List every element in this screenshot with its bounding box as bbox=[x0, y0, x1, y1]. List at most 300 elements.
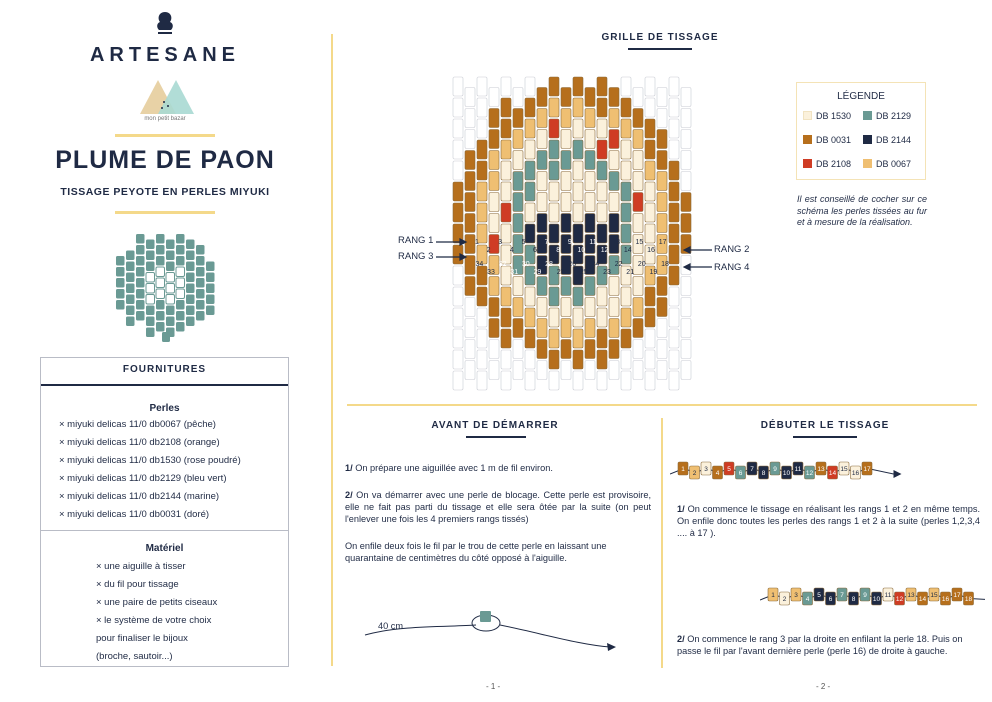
grid-bead bbox=[681, 130, 691, 149]
step-number: 1/ bbox=[345, 463, 353, 473]
grid-bead bbox=[489, 214, 499, 233]
grid-bead bbox=[645, 98, 655, 117]
grid-bead-number: 11 bbox=[589, 239, 597, 246]
step-number: 2/ bbox=[677, 634, 685, 644]
grid-bead bbox=[621, 98, 631, 117]
strand-bead-number: 2 bbox=[782, 596, 787, 603]
grid-bead bbox=[573, 140, 583, 159]
grid-bead bbox=[609, 130, 619, 149]
preview-bead bbox=[156, 278, 165, 288]
preview-bead bbox=[146, 306, 155, 316]
grid-bead bbox=[453, 308, 463, 327]
arrow-icon bbox=[894, 470, 902, 478]
grid-bead bbox=[657, 88, 667, 107]
preview-bead bbox=[126, 317, 135, 327]
grid-bead bbox=[645, 77, 655, 96]
grid-bead bbox=[465, 277, 475, 296]
preview-bead bbox=[136, 278, 145, 288]
grid-bead bbox=[537, 298, 547, 317]
legend-label: DB 2144 bbox=[876, 135, 912, 145]
strand-bead-number: 10 bbox=[782, 470, 791, 477]
rang-4-label: RANG 4 bbox=[714, 262, 750, 273]
grid-bead bbox=[489, 88, 499, 107]
grid-bead bbox=[573, 182, 583, 201]
column-divider bbox=[661, 418, 663, 668]
grid-bead bbox=[669, 98, 679, 117]
perle-item: × miyuki delicas 11/0 db1530 (rose poudré) bbox=[59, 455, 241, 466]
preview-bead bbox=[126, 295, 135, 305]
strand-bead-number: 16 bbox=[941, 596, 950, 603]
grid-bead bbox=[621, 329, 631, 348]
grid-title: GRILLE DE TISSAGE bbox=[601, 32, 719, 43]
preview-bead bbox=[176, 300, 185, 310]
preview-bead bbox=[166, 295, 175, 305]
page-title: PLUME DE PAON bbox=[55, 146, 275, 174]
grid-bead bbox=[549, 98, 559, 117]
strand-bead-number: 4 bbox=[805, 596, 810, 603]
preview-bead bbox=[196, 245, 205, 255]
grid-bead bbox=[609, 151, 619, 170]
grid-bead bbox=[561, 88, 571, 107]
strand-bead-number: 14 bbox=[828, 470, 837, 477]
grid-bead bbox=[453, 371, 463, 390]
strand-bead-number: 15 bbox=[930, 592, 938, 599]
grid-bead bbox=[621, 161, 631, 180]
strand-bead-number: 8 bbox=[761, 470, 766, 477]
grid-bead bbox=[561, 340, 571, 359]
divider bbox=[628, 48, 692, 50]
grid-bead bbox=[537, 88, 547, 107]
grid-bead bbox=[669, 287, 679, 306]
grid-bead bbox=[669, 203, 679, 222]
perle-item: × miyuki delicas 11/0 db2144 (marine) bbox=[59, 491, 220, 502]
grid-bead-number: 20 bbox=[637, 261, 646, 268]
grid-bead bbox=[537, 277, 547, 296]
preview-bead bbox=[206, 262, 215, 272]
grid-bead-number: 15 bbox=[635, 239, 644, 246]
legend-box bbox=[796, 82, 926, 180]
grid-bead bbox=[477, 350, 487, 369]
grid-bead bbox=[561, 172, 571, 191]
grid-bead-number: 30 bbox=[521, 261, 530, 268]
grid-bead bbox=[585, 214, 595, 233]
grid-bead bbox=[669, 77, 679, 96]
grid-bead bbox=[477, 371, 487, 390]
grid-bead bbox=[669, 308, 679, 327]
grid-bead bbox=[465, 88, 475, 107]
preview-bead bbox=[166, 251, 175, 261]
preview-bead bbox=[196, 256, 205, 266]
grid-bead bbox=[525, 350, 535, 369]
grid-bead bbox=[525, 182, 535, 201]
grid-bead bbox=[477, 203, 487, 222]
grid-bead bbox=[681, 151, 691, 170]
preview-bead bbox=[136, 256, 145, 266]
step-text: On prépare une aiguillée avec 1 m de fil environ. bbox=[352, 463, 553, 473]
grid-bead bbox=[597, 203, 607, 222]
divider bbox=[793, 436, 857, 438]
strand-bead-number: 6 bbox=[738, 470, 743, 477]
grid-bead bbox=[453, 287, 463, 306]
debuter-step-1 bbox=[677, 503, 980, 539]
grid-bead bbox=[465, 298, 475, 317]
grid-bead bbox=[489, 319, 499, 338]
grid-bead-number: 18 bbox=[661, 261, 669, 268]
strand-bead-number: 13 bbox=[907, 592, 915, 599]
preview-bead bbox=[116, 278, 125, 288]
grid-bead bbox=[573, 350, 583, 369]
perles-title: Perles bbox=[149, 403, 180, 414]
preview-bead bbox=[166, 284, 175, 294]
grid-bead bbox=[489, 172, 499, 191]
strand-rang-3 bbox=[760, 578, 985, 618]
grid-bead bbox=[537, 130, 547, 149]
preview-bead bbox=[176, 311, 185, 321]
grid-bead bbox=[645, 371, 655, 390]
grid-bead bbox=[501, 161, 511, 180]
grid-bead bbox=[549, 140, 559, 159]
step-number: 2/ bbox=[345, 490, 353, 500]
grid-bead-number: 29 bbox=[533, 269, 542, 276]
grid-bead-number: 21 bbox=[626, 269, 635, 276]
grid-bead bbox=[549, 287, 559, 306]
grid-bead bbox=[585, 88, 595, 107]
preview-bead bbox=[156, 256, 165, 266]
grid-bead bbox=[477, 308, 487, 327]
grid-bead bbox=[537, 193, 547, 212]
preview-bead bbox=[176, 234, 185, 244]
grid-bead-number: 5 bbox=[521, 239, 526, 246]
grid-bead bbox=[453, 98, 463, 117]
grid-bead-number: 19 bbox=[649, 269, 658, 276]
rang-arrows bbox=[436, 236, 716, 276]
grid-bead bbox=[645, 182, 655, 201]
grid-bead bbox=[645, 350, 655, 369]
grid-bead bbox=[609, 277, 619, 296]
grid-bead bbox=[597, 98, 607, 117]
page-subtitle: TISSAGE PEYOTE EN PERLES MIYUKI bbox=[60, 186, 270, 198]
grid-bead bbox=[561, 130, 571, 149]
grid-bead bbox=[657, 277, 667, 296]
rang-1-label: RANG 1 bbox=[398, 235, 434, 246]
preview-bead bbox=[206, 284, 215, 294]
grid-bead bbox=[609, 319, 619, 338]
strand-bead-number: 14 bbox=[918, 596, 927, 603]
grid-bead bbox=[465, 193, 475, 212]
strand-bead-number: 8 bbox=[851, 596, 856, 603]
step-number: 1/ bbox=[677, 504, 685, 514]
debuter-title: DÉBUTER LE TISSAGE bbox=[760, 420, 890, 431]
grid-bead bbox=[585, 298, 595, 317]
grid-bead bbox=[537, 319, 547, 338]
preview-bead bbox=[156, 322, 165, 332]
grid-bead-number: 28 bbox=[545, 261, 553, 268]
grid-bead bbox=[609, 214, 619, 233]
strand-bead-number: 11 bbox=[794, 466, 802, 473]
grid-bead bbox=[489, 277, 499, 296]
grid-bead-number: 10 bbox=[577, 247, 586, 254]
grid-bead bbox=[609, 361, 619, 380]
grid-bead bbox=[609, 109, 619, 128]
preview-bead bbox=[136, 245, 145, 255]
perle-item: × miyuki delicas 11/0 db2108 (orange) bbox=[59, 437, 220, 448]
preview-bead bbox=[186, 262, 195, 272]
mon-petit-bazar-logo-icon bbox=[136, 74, 196, 118]
preview-bead bbox=[166, 273, 175, 283]
strand-bead-number: 12 bbox=[805, 470, 814, 477]
grid-bead bbox=[681, 193, 691, 212]
preview-bead bbox=[196, 267, 205, 277]
grid-bead-number: 22 bbox=[614, 261, 623, 268]
strand-bead-number: 3 bbox=[794, 592, 798, 599]
grid-bead bbox=[669, 140, 679, 159]
preview-bead bbox=[196, 289, 205, 299]
grid-bead bbox=[501, 308, 511, 327]
grid-bead bbox=[561, 214, 571, 233]
grid-bead bbox=[681, 172, 691, 191]
grid-bead bbox=[513, 109, 523, 128]
grid-bead bbox=[633, 277, 643, 296]
grid-bead bbox=[669, 161, 679, 180]
strand-bead-number: 10 bbox=[872, 596, 881, 603]
preview-bead bbox=[126, 306, 135, 316]
grid-bead bbox=[573, 203, 583, 222]
grid-bead bbox=[681, 319, 691, 338]
perle-item: × miyuki delicas 11/0 db2129 (bleu vert) bbox=[59, 473, 227, 484]
strand-bead-number: 5 bbox=[727, 466, 731, 473]
grid-bead bbox=[681, 340, 691, 359]
preview-bead bbox=[126, 251, 135, 261]
grid-bead bbox=[525, 161, 535, 180]
preview-bead bbox=[206, 295, 215, 305]
legend-item bbox=[863, 111, 911, 121]
debuter-step-2 bbox=[677, 633, 980, 657]
grid-bead-number: 14 bbox=[623, 247, 632, 254]
grid-bead bbox=[453, 203, 463, 222]
perle-item: × miyuki delicas 11/0 db0031 (doré) bbox=[59, 509, 210, 520]
grid-bead bbox=[501, 350, 511, 369]
preview-bead bbox=[186, 273, 195, 283]
strand-bead-number: 3 bbox=[704, 466, 708, 473]
grid-bead bbox=[645, 308, 655, 327]
grid-bead-number: 12 bbox=[600, 247, 609, 254]
swatch-db2144 bbox=[863, 135, 872, 144]
swatch-db0031 bbox=[803, 135, 812, 144]
swatch-db2129 bbox=[863, 111, 872, 120]
grid-bead bbox=[537, 172, 547, 191]
grid-bead bbox=[525, 98, 535, 117]
grid-bead bbox=[597, 308, 607, 327]
grid-bead-number: 24 bbox=[591, 261, 600, 268]
grid-bead bbox=[633, 130, 643, 149]
strand-bead-number: 15 bbox=[840, 466, 848, 473]
step-text: On va démarrer avec une perle de blocage. Cette perle est provisoire, elle ne fait pas parti du tissage et elle sera ôtée par la suite (on peut l'enlever une fois les 4 premiers rangs tissés) bbox=[345, 490, 651, 524]
grid-bead bbox=[525, 119, 535, 138]
legend-title: LÉGENDE bbox=[837, 91, 885, 102]
grid-bead bbox=[621, 119, 631, 138]
grid-bead-number: 33 bbox=[487, 269, 495, 276]
grid-bead bbox=[573, 287, 583, 306]
grid-bead bbox=[657, 298, 667, 317]
materiel-item: × du fil pour tissage bbox=[96, 579, 179, 590]
grid-bead bbox=[669, 119, 679, 138]
strand-bead-number: 7 bbox=[840, 592, 844, 599]
legend-item bbox=[863, 159, 911, 169]
grid-bead bbox=[465, 109, 475, 128]
brand-name: ARTESANE bbox=[89, 44, 240, 66]
preview-bead bbox=[156, 300, 165, 310]
grid-bead bbox=[585, 193, 595, 212]
grid-bead bbox=[585, 319, 595, 338]
grid-bead bbox=[525, 140, 535, 159]
grid-bead bbox=[621, 308, 631, 327]
strand-bead-number: 9 bbox=[863, 592, 867, 599]
grid-bead bbox=[681, 109, 691, 128]
grid-bead bbox=[609, 340, 619, 359]
divider bbox=[115, 134, 215, 137]
grid-bead bbox=[657, 340, 667, 359]
perle-item: × miyuki delicas 11/0 db0067 (pêche) bbox=[59, 419, 216, 430]
preview-bead bbox=[176, 322, 185, 332]
grid-bead bbox=[561, 277, 571, 296]
grid-bead bbox=[549, 77, 559, 96]
divider bbox=[41, 384, 288, 386]
grid-bead bbox=[525, 371, 535, 390]
grid-bead bbox=[489, 193, 499, 212]
grid-bead bbox=[513, 151, 523, 170]
supplies-box bbox=[40, 357, 289, 667]
grid-bead bbox=[453, 350, 463, 369]
grid-bead bbox=[633, 193, 643, 212]
grid-bead bbox=[561, 151, 571, 170]
grid-bead-number: 17 bbox=[658, 239, 667, 246]
grid-bead bbox=[585, 130, 595, 149]
grid-bead bbox=[597, 161, 607, 180]
grid-bead bbox=[453, 161, 463, 180]
strand-rangs-1-2 bbox=[670, 452, 930, 492]
grid-bead bbox=[501, 203, 511, 222]
preview-bead bbox=[126, 284, 135, 294]
grid-bead bbox=[609, 298, 619, 317]
grid-bead bbox=[477, 119, 487, 138]
grid-bead bbox=[573, 77, 583, 96]
grid-bead bbox=[585, 277, 595, 296]
grid-bead bbox=[657, 319, 667, 338]
preview-bead bbox=[146, 262, 155, 272]
strand-bead-number: 9 bbox=[773, 466, 777, 473]
grid-bead bbox=[477, 161, 487, 180]
preview-bead bbox=[186, 295, 195, 305]
grid-bead bbox=[489, 109, 499, 128]
preview-bead bbox=[136, 267, 145, 277]
grid-bead bbox=[525, 77, 535, 96]
grid-bead-number: 9 bbox=[567, 239, 572, 246]
preview-bead bbox=[176, 256, 185, 266]
grid-bead bbox=[633, 172, 643, 191]
grid-bead bbox=[681, 277, 691, 296]
preview-bead bbox=[146, 328, 155, 338]
grid-bead bbox=[573, 371, 583, 390]
grid-bead bbox=[621, 77, 631, 96]
strand-bead-number: 5 bbox=[817, 592, 821, 599]
preview-bead bbox=[136, 311, 145, 321]
grid-bead bbox=[669, 350, 679, 369]
grid-bead-number: 27 bbox=[556, 269, 565, 276]
grid-bead bbox=[645, 161, 655, 180]
preview-bead bbox=[156, 311, 165, 321]
column-divider bbox=[331, 34, 333, 666]
grid-bead bbox=[513, 214, 523, 233]
grid-bead bbox=[657, 214, 667, 233]
grid-bead bbox=[465, 172, 475, 191]
grid-bead bbox=[513, 340, 523, 359]
measure-label: 40 cm bbox=[378, 621, 404, 631]
avant-step-1 bbox=[345, 462, 650, 474]
legend-label: DB 0067 bbox=[876, 159, 912, 169]
grid-bead bbox=[633, 361, 643, 380]
grid-bead bbox=[597, 329, 607, 348]
strand-bead-number: 18 bbox=[964, 596, 973, 603]
grid-bead bbox=[453, 119, 463, 138]
grid-bead bbox=[513, 298, 523, 317]
grid-bead bbox=[609, 193, 619, 212]
grid-bead bbox=[549, 161, 559, 180]
grid-bead bbox=[489, 340, 499, 359]
legend-label: DB 2129 bbox=[876, 111, 912, 121]
grid-bead bbox=[513, 172, 523, 191]
grid-bead bbox=[621, 371, 631, 390]
materiel-item: (broche, sautoir...) bbox=[96, 651, 173, 662]
divider bbox=[41, 530, 288, 531]
grid-bead bbox=[597, 287, 607, 306]
legend-item bbox=[863, 135, 911, 145]
materiel-item: × une aiguille à tisser bbox=[96, 561, 186, 572]
grid-bead bbox=[501, 140, 511, 159]
grid-bead bbox=[549, 308, 559, 327]
grid-bead bbox=[561, 319, 571, 338]
divider bbox=[115, 211, 215, 214]
grid-bead-number: 2 bbox=[486, 247, 491, 254]
grid-bead-number: 6 bbox=[533, 247, 537, 254]
preview-bead bbox=[136, 300, 145, 310]
grid-bead bbox=[585, 172, 595, 191]
grid-bead bbox=[465, 130, 475, 149]
grid-bead bbox=[681, 214, 691, 233]
grid-bead bbox=[657, 172, 667, 191]
grid-bead bbox=[597, 140, 607, 159]
grid-bead bbox=[549, 119, 559, 138]
grid-bead bbox=[645, 203, 655, 222]
grid-bead bbox=[597, 371, 607, 390]
grid-bead-number: 4 bbox=[509, 247, 514, 254]
preview-bead bbox=[176, 289, 185, 299]
grid-bead-number: 16 bbox=[647, 247, 655, 254]
preview-bead bbox=[166, 306, 175, 316]
grid-bead bbox=[453, 182, 463, 201]
legend-label: DB 0031 bbox=[816, 135, 852, 145]
divider bbox=[466, 436, 526, 438]
grid-bead-number: 1 bbox=[475, 239, 479, 246]
grid-bead bbox=[573, 329, 583, 348]
grid-bead bbox=[585, 109, 595, 128]
grid-bead bbox=[549, 350, 559, 369]
grid-bead bbox=[525, 203, 535, 222]
preview-bead bbox=[176, 278, 185, 288]
grid-bead-number: 7 bbox=[544, 239, 549, 246]
grid-bead bbox=[645, 287, 655, 306]
grid-bead bbox=[465, 319, 475, 338]
grid-bead bbox=[477, 329, 487, 348]
